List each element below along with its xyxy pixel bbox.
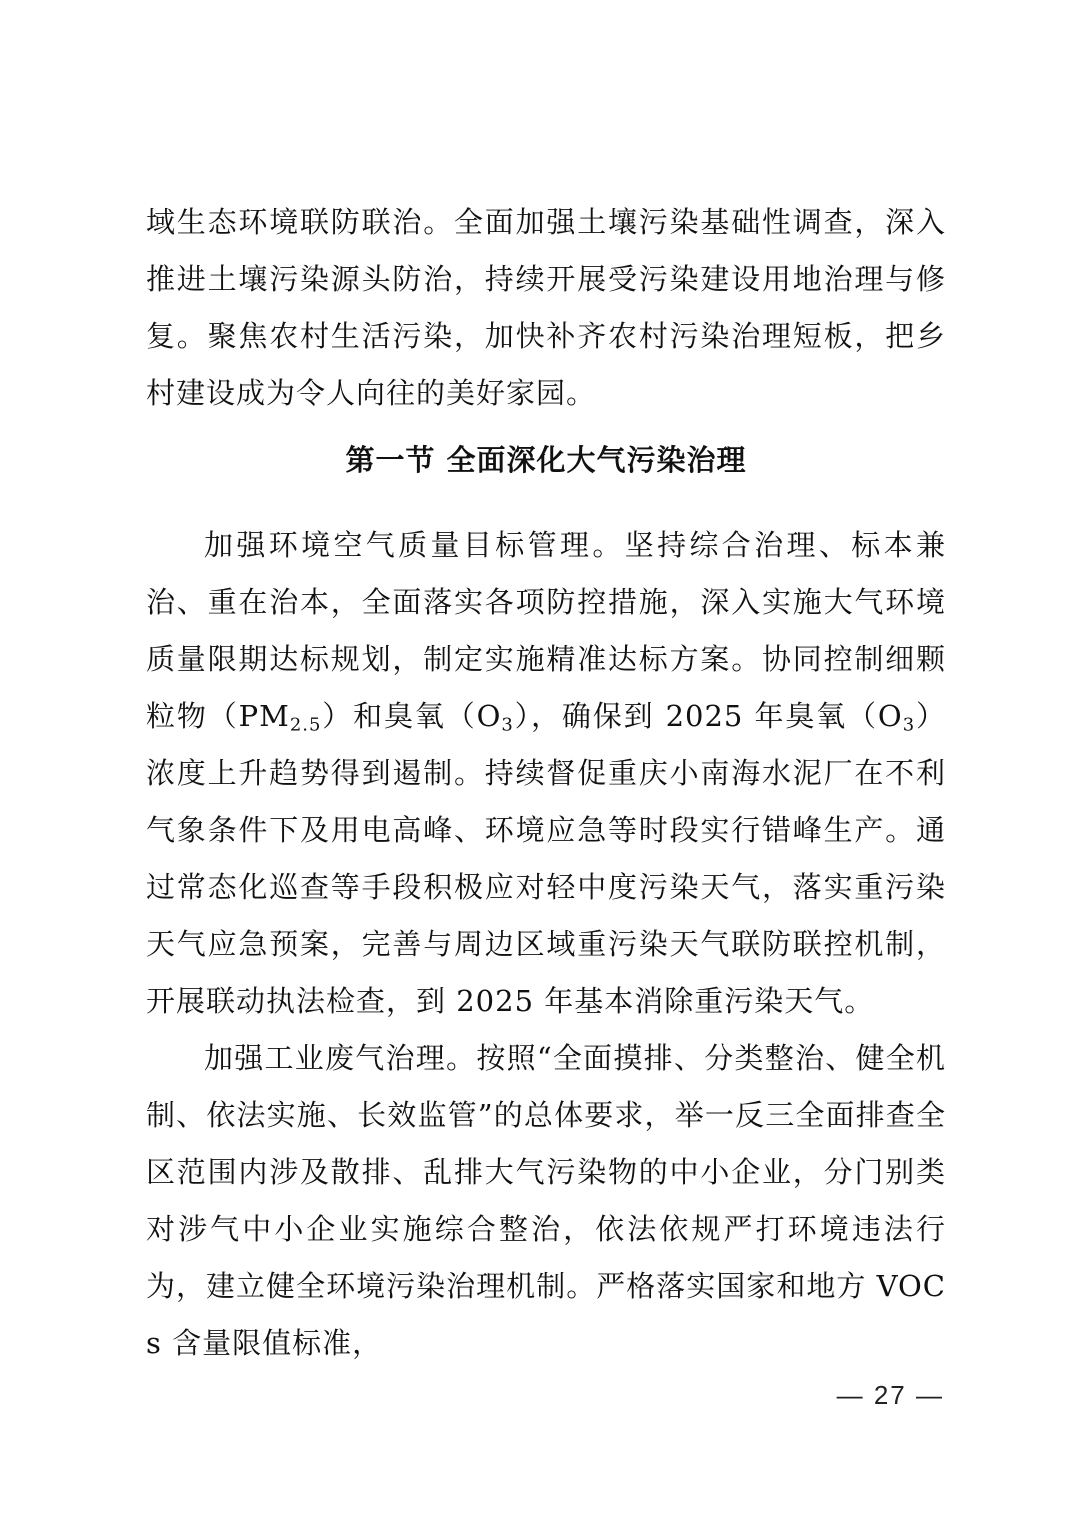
paragraph-continued: 域生态环境联防联治。全面加强土壤污染基础性调查，深入推进土壤污染源头防治，持续开展受污染建设用地治理与修复。聚焦农村生活污染，加快补齐农村污染治理短板，把乡村建设成为令人向往的美好家园。 (146, 205, 946, 410)
paragraph-air-quality (146, 517, 946, 1030)
subscript: 3 (902, 714, 916, 736)
paragraph-industrial-gas (146, 1030, 946, 1372)
paragraph-text: ）和臭氧（O (321, 699, 502, 733)
paragraph-text: ），确保到 2025 年臭氧（O (513, 699, 903, 733)
body-text-top (146, 194, 946, 422)
paragraph-text: ）浓度上升趋势得到遏制。持续督促重庆小南海水泥厂在不利气象条件下及用电高峰、环境应急等时段实行错峰生产。通过常态化巡查等手段积极应对轻中度污染天气，落实重污染天气应急预案，完善与周边区域重污染天气联防联控机制，开展联动执法检查，到 2025 年基本消除重污染天气。 (146, 699, 946, 1018)
paragraph-text: 按照“全面摸排、分类整治、健全机制、依法实施、长效监管”的总体要求，举一反三全面排查全区范围内涉及散排、乱排大气污染物的中小企业，分门别类对涉气中小企业实施综合整治，依法依规严打环境违法行为，建立健全环境污染治理机制。严格落实国家和地方 VOCs 含量限值标准， (146, 1041, 946, 1360)
body-text-main (146, 517, 946, 1372)
section-heading: 第一节 全面深化大气污染治理 (345, 443, 747, 477)
subscript: 3 (501, 714, 514, 736)
paragraph-text: 坚持综合治理、标本兼治、重在治本，全面落实各项防控措施，深入实施大气环境质量限期达标规划，制定实施精准达标方案。协同控制细颗粒物（PM (146, 528, 946, 733)
paragraph-lead: 加强环境空气质量目标管理。 (204, 528, 625, 562)
paragraph-lead: 加强工业废气治理。 (204, 1041, 477, 1075)
page-number: — 27 — (836, 1380, 944, 1410)
subscript: 2.5 (289, 714, 322, 736)
